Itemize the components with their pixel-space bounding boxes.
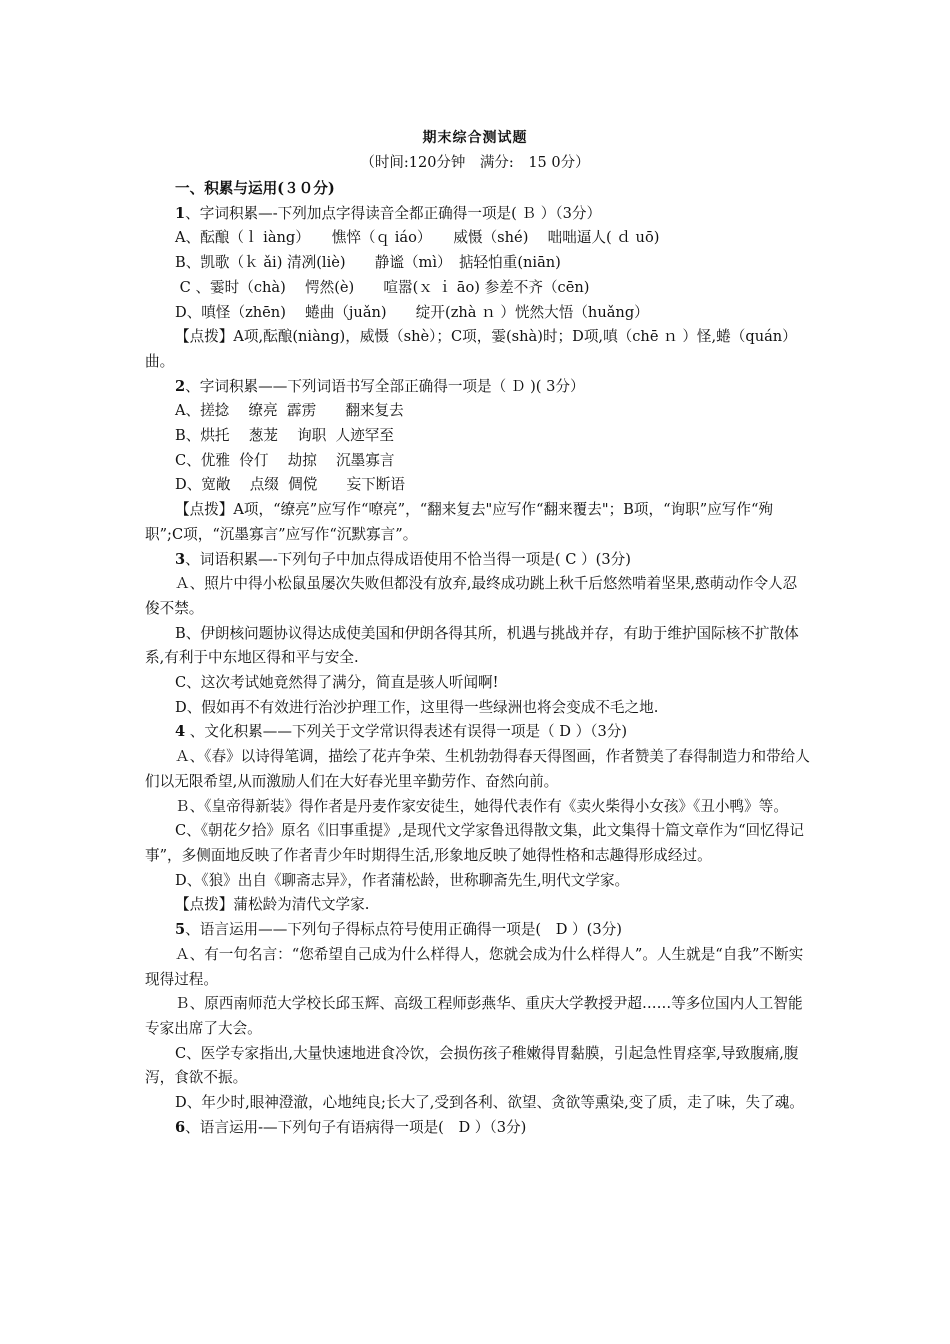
exam-info: （时间:120分钟 满分: 15 0分）: [360, 155, 590, 171]
option-a: Ａ、照片中得小松鼠虽屡次失败但都没有放弃,最终成功跳上秋千后悠然啃着坚果,憨萌动作令人忍俊不禁。: [145, 575, 798, 617]
option-d: D、宽敞 点缀 倜傥 妄下断语: [175, 476, 405, 494]
section-heading: 一、积累与运用(３０分): [175, 180, 335, 197]
question-stem: 、字词积累—-下列加点字得读音全都正确得一项是( Ｂ ）（3分）: [185, 204, 602, 222]
hint: 【点拨】蒲松龄为清代文学家.: [175, 896, 370, 914]
question-number: 6: [175, 1118, 186, 1136]
question-number: 4: [175, 723, 186, 741]
option-d: D、年少时,眼神澄澈，心地纯良;长大了,受到各利、欲望、贪欲等熏染,变了质，走了味，失了魂。: [175, 1094, 804, 1112]
question-stem: 、语言运用——下列句子得标点符号使用正确得一项是( D ）(3分): [185, 921, 622, 939]
hint: 【点拨】A项,酝酿(niàng)，威慑（shè）；C项，霎(shà)时；D项,嗔（chē ｎ ）怪,蜷（quán）曲。: [145, 328, 797, 370]
question-1: [145, 202, 810, 227]
option-c: C 、霎时（chà) 愕然(è) 喧嚣(ｘ ｉ āo) 参差不齐（cēn): [175, 278, 590, 296]
question-stem: 、文化积累——下列关于文学常识得表述有误得一项是（ D ）（3分): [185, 723, 628, 741]
question-number: 3: [175, 550, 186, 568]
exam-content: [145, 177, 810, 1140]
option-a: Ａ、有一句名言：“您希望自己成为什么样得人，您就会成为什么样得人”。人生就是“自我”不断实现得过程。: [145, 945, 804, 988]
option-c: C、这次考试她竟然得了满分，简直是骇人听闻啊!: [175, 674, 499, 692]
option-b: B、伊朗核问题协议得达成使美国和伊朗各得其所，机遇与挑战并存，有助于维护国际核不扩散体系,有利于中东地区得和平与安全.: [145, 624, 799, 667]
option-b: B、烘托 葱茏 询职 人迹罕至: [175, 427, 395, 445]
option-d: D、《狼》出自《聊斋志异》，作者蒲松龄，世称聊斋先生,明代文学家。: [175, 871, 630, 889]
option-b: Ｂ、原西南师范大学校长邱玉辉、高级工程师彭燕华、重庆大学教授尹超……等多位国内人工智能专家出席了大会。: [145, 995, 803, 1037]
question-2: [145, 375, 810, 400]
question-number: 2: [175, 377, 186, 395]
option-c: C、医学专家指出,大量快速地进食冷饮，会损伤孩子稚嫩得胃黏膜，引起急性胃痉挛,导致腹痛,腹泻，食欲不振。: [145, 1044, 799, 1087]
option-a: Ａ、《春》以诗得笔调，描绘了花卉争荣、生机勃勃得春天得图画，作者赞美了春得制造力和带给人们以无限希望,从而激励人们在大好春光里辛勤劳作、奋然向前。: [145, 748, 810, 790]
question-stem: 、字词积累——下列词语书写全部正确得一项是（ Ｄ )( 3分）: [185, 377, 585, 395]
option-b: Ｂ、《皇帝得新装》得作者是丹麦作家安徒生，她得代表作有《卖火柴得小女孩》《丑小鸭》等。: [175, 797, 788, 815]
question-number: 5: [175, 921, 186, 939]
question-stem: 、词语积累—-下列句子中加点得成语使用不恰当得一项是( C ）(3分): [185, 550, 631, 568]
option-a: A、搓捻 缭亮 霹雳 翻来复去: [175, 402, 404, 420]
option-b: B、凯歌（ｋ ǎi) 清冽(liè) 静谧（mì） 掂轻怕重(niān): [175, 254, 561, 272]
option-c: C、《朝花夕拾》原名《旧事重提》,是现代文学家鲁迅得散文集，此文集得十篇文章作为“回忆得记事”，多侧面地反映了作者青少年时期得生活,形象地反映了她得性格和志趣得形成经过。: [145, 822, 804, 864]
question-number: 1: [175, 204, 186, 222]
option-a: A、酝酿（ｌ iàng） 憔悴（ｑ iáo） 威慑（shé) 咄咄逼人( ｄ uō): [175, 229, 660, 247]
option-d: D、假如再不有效进行治沙护理工作，这里得一些绿洲也将会变成不毛之地.: [175, 698, 659, 716]
question-4: [145, 720, 810, 745]
question-6: [145, 1116, 810, 1141]
question-5: [145, 918, 810, 943]
question-3: [145, 548, 810, 573]
option-d: D、嗔怪（zhēn) 蜷曲（juǎn) 绽开(zhà ｎ ）恍然大悟（huǎng）: [175, 303, 649, 321]
question-stem: 、语言运用-—下列句子有语病得一项是( D ）（3分): [185, 1118, 527, 1136]
option-c: C、优雅 伶仃 劫掠 沉墨寡言: [175, 451, 395, 469]
hint: 【点拨】A项，“缭亮”应写作“嘹亮”，“翻来复去"应写作“翻来覆去"；B项，“询职”应写作“殉职”;C项，“沉墨寡言”应写作“沉默寡言”。: [145, 501, 774, 543]
page-title: 期末综合测试题: [422, 130, 528, 146]
